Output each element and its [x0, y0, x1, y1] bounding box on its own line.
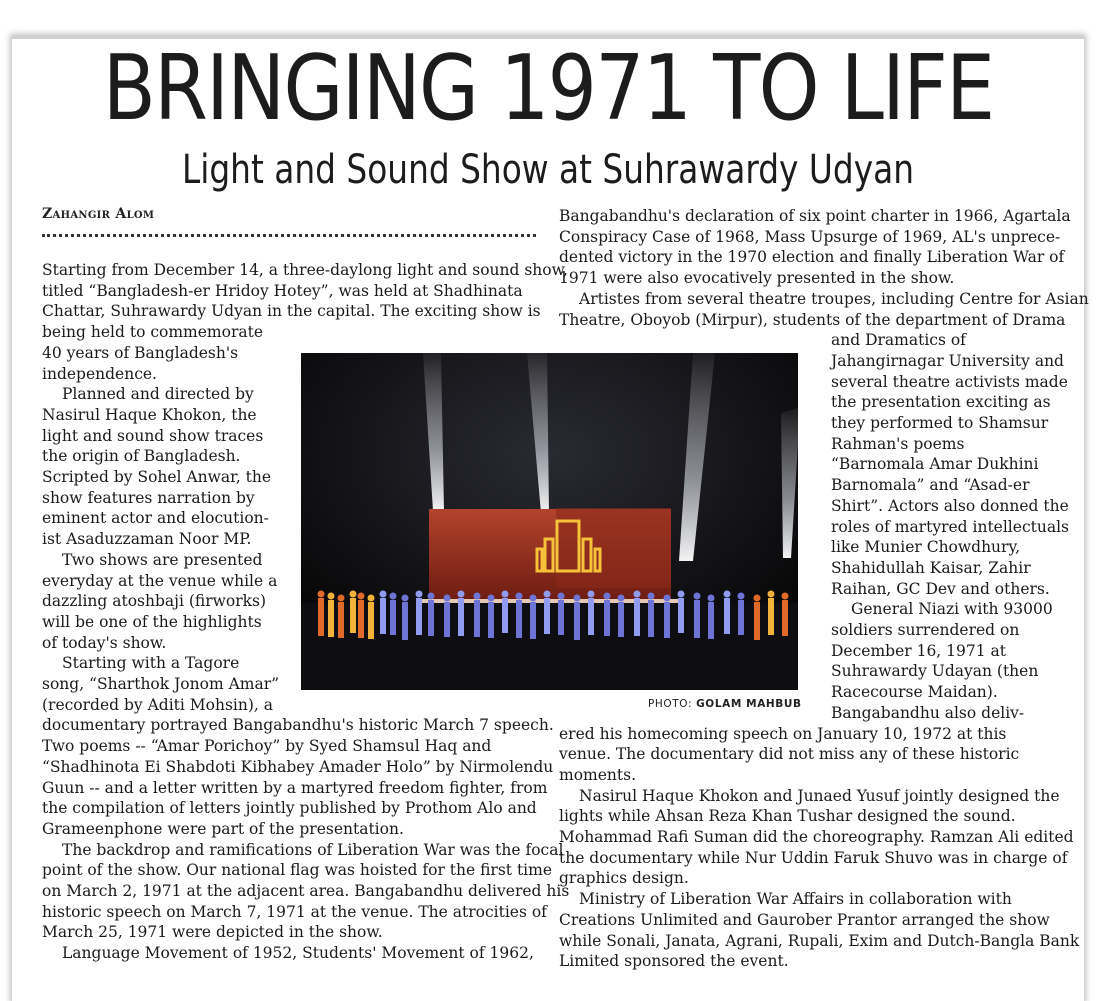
- photo-credit: [648, 698, 802, 710]
- performer-figure: [782, 600, 788, 636]
- performer-head: [618, 595, 625, 602]
- right-column-line: Jahangirnagar University and: [831, 351, 1064, 370]
- right-column-line: graphics design.: [559, 869, 689, 888]
- left-column-line: Scripted by Sohel Anwar, the: [42, 468, 272, 486]
- performer-figure: [416, 598, 422, 635]
- right-column-line: dented victory in the 1970 election and finally Liberation War of: [559, 248, 1065, 267]
- right-column-line: they performed to Shamsur: [831, 414, 1049, 432]
- performer-figure: [488, 602, 494, 638]
- performer-figure: [664, 602, 670, 638]
- right-column-line: venue. The documentary did not miss any of these historic: [559, 745, 1020, 764]
- performer-head: [768, 591, 775, 598]
- right-column-line: Shirt”. Actors also donned the: [831, 496, 1069, 515]
- performer-figure: [738, 600, 744, 635]
- performer-head: [678, 591, 685, 598]
- performer-head: [724, 591, 731, 598]
- right-column-line: Ministry of Liberation War Affairs in collaboration with: [579, 890, 1012, 909]
- performer-head: [634, 591, 641, 598]
- performer-figure: [428, 600, 434, 636]
- performer-head: [358, 593, 365, 600]
- right-column-line: Artistes from several theatre troupes, including Centre for Asian: [579, 289, 1089, 308]
- right-column-line: Nasirul Haque Khokon and Junaed Yusuf jointly designed the: [579, 786, 1060, 805]
- right-column-line: Rahman's poems: [831, 434, 965, 453]
- right-column-line: while Sonali, Janata, Agrani, Rupali, Exim and Dutch-Bangla Bank: [559, 931, 1080, 950]
- performer-head: [502, 591, 509, 598]
- performer-figure: [754, 602, 760, 640]
- performer-figure: [458, 598, 464, 636]
- left-column-line: Two shows are presented: [62, 550, 263, 569]
- left-column-line: everyday at the venue while a: [42, 571, 278, 590]
- performer-figure: [368, 602, 374, 639]
- performer-figure: [380, 598, 386, 634]
- performer-figure: [502, 598, 508, 633]
- right-column-line: the presentation exciting as: [831, 393, 1051, 412]
- right-column-line: Creations Unlimited and Gaurober Prantor arranged the show: [559, 910, 1050, 929]
- right-column-line: the documentary while Nur Uddin Faruk Shuvo was in charge of: [559, 848, 1068, 867]
- right-column-line: Bangabandhu's declaration of six point charter in 1966, Agartala: [559, 207, 1071, 225]
- performer-head: [664, 595, 671, 602]
- performer-head: [530, 595, 537, 602]
- right-column-line: General Niazi with 93000: [851, 600, 1053, 619]
- subheadline: Light and Sound Show at Suhrawardy Udyan: [181, 147, 915, 193]
- left-column-line: Grameenphone were part of the presentation.: [42, 819, 404, 838]
- performer-figure: [444, 602, 450, 637]
- performer-head: [318, 591, 325, 598]
- performer-head: [708, 595, 715, 602]
- performer-head: [416, 591, 423, 598]
- left-column-line: Two poems -- “Amar Porichoy” by Syed Shamsul Haq and: [42, 737, 492, 756]
- right-column-line: Barnomala” and “Asad-er: [831, 476, 1030, 495]
- performer-head: [738, 593, 745, 600]
- performer-figure: [544, 598, 550, 634]
- left-column-line: show features narration by: [42, 488, 255, 507]
- right-column-line: like Munier Chowdhury,: [831, 538, 1021, 557]
- performer-head: [588, 591, 595, 598]
- performer-figure: [402, 602, 408, 640]
- performer-head: [428, 593, 435, 600]
- left-column-line: 40 years of Bangladesh's: [42, 343, 239, 362]
- left-column-line: the origin of Bangladesh.: [42, 447, 241, 466]
- left-column-line: Language Movement of 1952, Students' Movement of 1962,: [62, 944, 534, 963]
- performer-figure: [318, 598, 324, 636]
- photo-credit-name: GOLAM MAHBUB: [696, 698, 802, 710]
- performer-figure: [678, 598, 684, 633]
- performer-head: [782, 593, 789, 600]
- byline-divider: [42, 234, 536, 237]
- performer-figure: [604, 600, 610, 636]
- left-column-line: documentary portrayed Bangabandhu's historic March 7 speech.: [42, 716, 554, 735]
- performer-head: [368, 595, 375, 602]
- left-column-line: titled “Bangladesh-er Hridoy Hotey”, was held at Shadhinata: [42, 281, 523, 300]
- performer-head: [328, 593, 335, 600]
- left-column-line: the compilation of letters jointly published by Prothom Alo and: [42, 799, 537, 818]
- left-column-line: independence.: [42, 364, 157, 383]
- performer-figure: [328, 600, 334, 637]
- stage-photo: [301, 353, 798, 690]
- performer-head: [488, 595, 495, 602]
- left-column-line: point of the show. Our national flag was hoisted for the first time: [42, 861, 553, 880]
- left-column-line: Guun -- and a letter written by a martyred freedom fighter, from: [42, 778, 548, 797]
- left-column-line: March 25, 1971 were depicted in the show.: [42, 923, 383, 942]
- right-column-line: Limited sponsored the event.: [559, 952, 789, 971]
- performer-figure: [558, 600, 564, 635]
- performer-head: [648, 593, 655, 600]
- left-column-line: will be one of the highlights: [42, 612, 262, 631]
- performer-head: [402, 595, 409, 602]
- photo-credit-prefix: PHOTO:: [648, 698, 693, 710]
- performer-figure: [516, 600, 522, 638]
- performer-head: [754, 595, 761, 602]
- left-column-line: dazzling atoshbaji (firworks): [42, 592, 267, 611]
- left-column-line: historic speech on March 7, 1971 at the venue. The atrocities of: [42, 902, 547, 921]
- performer-head: [558, 593, 565, 600]
- left-column-line: of today's show.: [42, 633, 167, 652]
- performer-figure: [648, 600, 654, 637]
- performer-head: [574, 595, 581, 602]
- performer-figure: [618, 602, 624, 637]
- performer-head: [544, 591, 551, 598]
- right-column-line: lights while Ahsan Reza Khan Tushar designed the sound.: [559, 807, 1016, 826]
- left-column-line: light and sound show traces: [42, 426, 264, 445]
- performer-head: [694, 593, 701, 600]
- right-column-line: soldiers surrendered on: [831, 621, 1020, 639]
- left-column-line: Planned and directed by: [62, 385, 254, 404]
- performer-figure: [588, 598, 594, 635]
- performer-figure: [708, 602, 714, 639]
- performer-head: [390, 593, 397, 600]
- right-column-line: moments.: [559, 765, 636, 784]
- left-column-line: being held to commemorate: [42, 323, 263, 342]
- left-column-line: The backdrop and ramifications of Liberation War was the focal: [62, 840, 564, 859]
- performer-head: [604, 593, 611, 600]
- performer-head: [458, 591, 465, 598]
- left-column-line: eminent actor and elocution-: [42, 509, 269, 528]
- right-column-line: ered his homecoming speech on January 10, 1972 at this: [559, 724, 1007, 743]
- right-column-line: roles of martyred intellectuals: [831, 517, 1069, 536]
- performer-head: [338, 595, 345, 602]
- right-column-line: Raihan, GC Dev and others.: [831, 579, 1050, 598]
- right-column-line: Shahidullah Kaisar, Zahir: [831, 558, 1031, 577]
- headline: BRINGING 1971 TO LIFE: [102, 36, 994, 141]
- performer-head: [350, 591, 357, 598]
- performer-head: [380, 591, 387, 598]
- right-column-line: Racecourse Maidan).: [831, 683, 998, 702]
- left-column-line: (recorded by Aditi Mohsin), a: [42, 695, 274, 714]
- performer-figure: [390, 600, 396, 635]
- performer-figure: [350, 598, 356, 633]
- left-column-line: Starting with a Tagore: [62, 654, 240, 673]
- right-column-line: Conspiracy Case of 1968, Mass Upsurge of 1969, AL's unprece-: [559, 227, 1061, 246]
- performer-figure: [530, 602, 536, 639]
- performer-figure: [694, 600, 700, 638]
- left-column-line: Chattar, Suhrawardy Udyan in the capital. The exciting show is: [42, 302, 541, 321]
- performer-figure: [574, 602, 580, 640]
- left-column-line: Starting from December 14, a three-daylong light and sound show,: [42, 261, 568, 279]
- performer-figure: [338, 602, 344, 638]
- left-column-line: “Shadhinota Ei Shabdoti Kibhabey Amader Holo” by Nirmolendu: [42, 757, 554, 776]
- performer-figure: [358, 600, 364, 638]
- left-column-line: Nasirul Haque Khokon, the: [42, 405, 257, 424]
- performer-head: [516, 593, 523, 600]
- right-column-line: December 16, 1971 at: [831, 641, 1007, 660]
- right-column-line: “Barnomala Amar Dukhini: [831, 455, 1039, 474]
- performer-figure: [474, 600, 480, 637]
- right-column-line: Theatre, Oboyob (Mirpur), students of the department of Drama: [559, 310, 1066, 329]
- right-column-line: Suhrawardy Udayan (then: [831, 662, 1039, 681]
- right-column-line: and Dramatics of: [831, 331, 966, 350]
- right-column-line: 1971 were also evocatively presented in the show.: [559, 269, 955, 288]
- performer-figure: [634, 598, 640, 636]
- stage-performance-image: [301, 353, 798, 690]
- performer-head: [444, 595, 451, 602]
- right-column-line: several theatre activists made: [831, 372, 1068, 391]
- byline: Zahangir Alom: [42, 206, 155, 222]
- right-column-line: Mohammad Rafi Suman did the choreography. Ramzan Ali edited: [559, 828, 1074, 846]
- left-column-line: ist Asaduzzaman Noor MP.: [42, 530, 252, 549]
- left-column-line: on March 2, 1971 at the adjacent area. Bangabandhu delivered his: [42, 882, 570, 900]
- performer-figure: [768, 598, 774, 635]
- performer-figure: [724, 598, 730, 634]
- right-column-line: Bangabandhu also deliv-: [831, 703, 1025, 722]
- left-column-line: song, “Sharthok Jonom Amar”: [42, 675, 280, 693]
- performer-head: [474, 593, 481, 600]
